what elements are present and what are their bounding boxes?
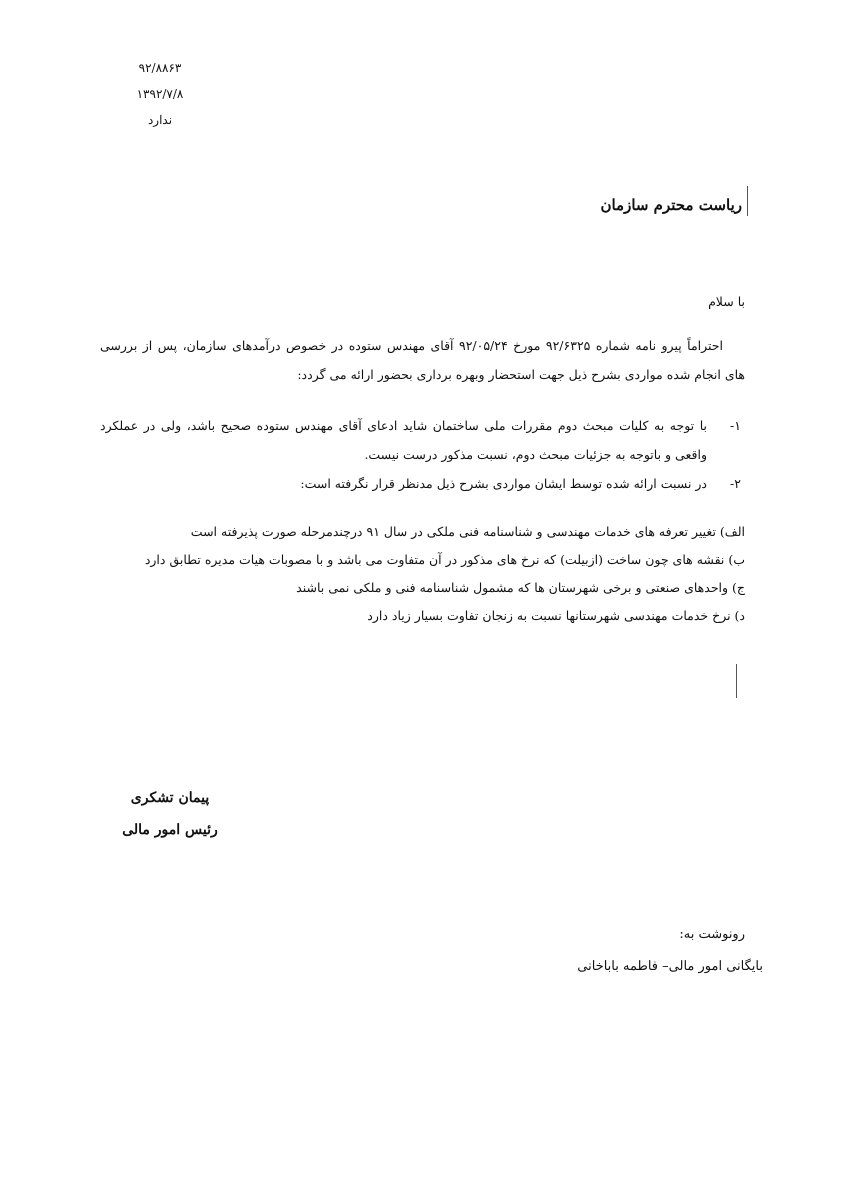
intro-paragraph: احتراماً پیرو نامه شماره ۹۲/۶۳۲۵ مورخ ۹۲/۰۵/۲۴ آقای مهندس ستوده در خصوص درآمدهای سازمان، پس از بررسی های انجام شده مواردی بشرح ذیل جهت استحضار وبهره برداری بحضور ارائه می گردد: (100, 338, 745, 382)
list-item-text: در نسبت ارائه شده توسط ایشان مواردی بشرح ذیل مدنظر قرار نگرفته است: (300, 476, 707, 491)
list-item (100, 411, 745, 469)
list-item-text: با توجه به کلیات مبحث دوم مقررات ملی ساختمان شاید ادعای آقای مهندس ستوده صحیح باشد، ولی در عملکرد واقعی و باتوجه به جزئیات مبحث دوم، نسبت مذکور درست نیست. (100, 418, 707, 462)
letter-attachment: ندارد (147, 113, 173, 127)
margin-rule (747, 186, 748, 216)
list-item-number: ۱- (730, 418, 741, 433)
signatory-name: پیمان تشکری (130, 790, 210, 806)
points-list (100, 411, 745, 498)
subpoints-list (100, 518, 745, 630)
subpoint-dal: د) نرخ خدمات مهندسی شهرستانها نسبت به زنجان تفاوت بسیار زیاد دارد (367, 608, 745, 623)
subpoint-jim: ج) واحدهای صنعتی و برخی شهرستان ها که مشمول شناسنامه فنی و ملکی نمی باشند (296, 580, 745, 595)
margin-rule (736, 664, 737, 698)
signatory-title: رئیس امور مالی (122, 822, 218, 838)
letter-date: ۱۳۹۲/۷/۸ (136, 87, 184, 101)
cc-label: رونوشت به: (679, 927, 745, 942)
addressee: ریاست محترم سازمان (600, 196, 742, 214)
list-item (100, 469, 745, 498)
cc-recipient: بایگانی امور مالی– فاطمه باباخانی (577, 959, 763, 974)
letter-number: ۹۲/۸۸۶۳ (138, 61, 182, 75)
subpoint-alef: الف) تغییر تعرفه های خدمات مهندسی و شناسنامه فنی ملکی در سال ۹۱ درچندمرحله صورت پذیرفته است (190, 524, 745, 539)
greeting: با سلام (708, 294, 745, 309)
list-item-number: ۲- (730, 476, 741, 491)
letter-meta (120, 55, 200, 133)
signature-block (110, 782, 230, 846)
subpoint-be: ب) نقشه های چون ساخت (ازبیلت) که نرخ های مذکور در آن متفاوت می باشد و با مصوبات هیات مدیره تطابق دارد (144, 552, 745, 567)
